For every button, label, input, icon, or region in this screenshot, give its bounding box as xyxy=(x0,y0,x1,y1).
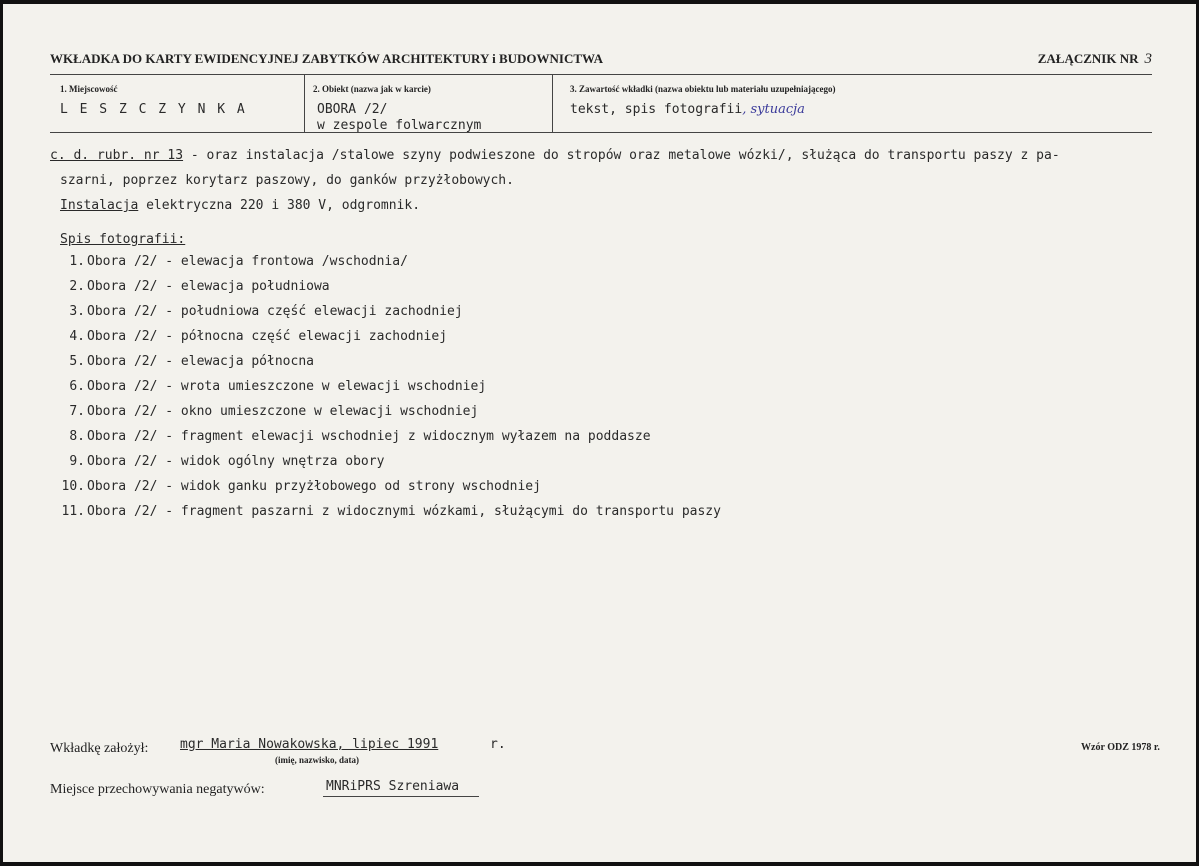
storage-underline xyxy=(323,796,479,797)
photo-number: 10. xyxy=(61,479,85,494)
photo-description: Obora /2/ - elewacja frontowa /wschodnia/ xyxy=(87,254,408,269)
founder-suffix: r. xyxy=(490,737,506,752)
photo-description: Obora /2/ - fragment elewacji wschodniej z widocznym wyłazem na poddasze xyxy=(87,429,651,444)
photo-number: 8. xyxy=(69,429,85,444)
column-divider-1 xyxy=(304,75,305,132)
photo-number: 2. xyxy=(69,279,85,294)
photo-list-item xyxy=(51,454,384,469)
storage-value: MNRiPRS Szreniawa xyxy=(326,779,460,794)
photo-number: 4. xyxy=(69,329,85,344)
header-rule xyxy=(50,74,1152,75)
field-1-label: 1. Miejscowość xyxy=(60,84,118,94)
inventory-insert-card xyxy=(3,4,1196,862)
document-title: WKŁADKA DO KARTY EWIDENCYJNEJ ZABYTKÓW ARCHITEKTURY i BUDOWNICTWA xyxy=(50,51,603,66)
photo-number: 6. xyxy=(69,379,85,394)
header xyxy=(50,51,1152,67)
founder-label: Wkładkę założył: xyxy=(50,741,149,756)
continuation-ref: c. d. rubr. nr 13 xyxy=(50,148,184,163)
field-3-label: 3. Zawartość wkładki (nazwa obiektu lub materiału uzupełniającego) xyxy=(570,84,836,94)
photo-description: Obora /2/ - widok ganku przyżłobowego od strony wschodniej xyxy=(87,479,541,494)
template-code: Wzór ODZ 1978 r. xyxy=(1081,742,1160,753)
photo-number: 3. xyxy=(69,304,85,319)
founder-value: mgr Maria Nowakowska, lipiec 1991 xyxy=(180,737,439,752)
photo-list-item xyxy=(51,504,721,519)
photo-list-item xyxy=(51,254,408,269)
attachment-number: ZAŁĄCZNIK NR 3 xyxy=(1037,51,1152,67)
photo-list-item xyxy=(51,379,486,394)
photo-number: 9. xyxy=(69,454,85,469)
fields-bottom-rule xyxy=(50,132,1152,133)
photo-list-item xyxy=(51,404,478,419)
photos-heading: Spis fotografii: xyxy=(60,232,186,247)
field-2-value-line1: OBORA /2/ xyxy=(317,102,388,117)
field-3-handwritten: , sytuacja xyxy=(742,102,805,117)
field-2-value-line2: w zespole folwarcznym xyxy=(317,118,482,133)
photo-description: Obora /2/ - fragment paszarni z widocznymi wózkami, służącymi do transportu paszy xyxy=(87,504,721,519)
photo-list-item xyxy=(51,329,447,344)
photo-description: Obora /2/ - widok ogólny wnętrza obory xyxy=(87,454,385,469)
column-divider-2 xyxy=(552,75,553,132)
photo-number: 7. xyxy=(69,404,85,419)
photo-description: Obora /2/ - wrota umieszczone w elewacji wschodniej xyxy=(87,379,487,394)
continuation-line-1: c. d. rubr. nr 13 - oraz instalacja /stalowe szyny podwieszone do stropów oraz metalowe wózki/, służąca do transportu paszy z pa- xyxy=(50,148,1060,163)
installation-line: Instalacja elektryczna 220 i 380 V, odgromnik. xyxy=(60,198,421,213)
attachment-number-value: 3 xyxy=(1144,51,1152,67)
field-3-typed: tekst, spis fotografii xyxy=(570,102,743,117)
photo-number: 5. xyxy=(69,354,85,369)
photo-list-item xyxy=(51,479,541,494)
storage-label: Miejsce przechowywania negatywów: xyxy=(50,782,265,797)
photo-list-item xyxy=(51,429,651,444)
photo-list-item xyxy=(51,279,330,294)
photo-number: 1. xyxy=(69,254,85,269)
photo-number: 11. xyxy=(61,504,85,519)
field-3-value xyxy=(570,102,805,117)
continuation-line-2: szarni, poprzez korytarz paszowy, do ganków przyżłobowych. xyxy=(60,173,514,188)
photo-description: Obora /2/ - okno umieszczone w elewacji wschodniej xyxy=(87,404,479,419)
field-2-label: 2. Obiekt (nazwa jak w karcie) xyxy=(313,84,431,94)
photo-list-item xyxy=(51,304,463,319)
photo-description: Obora /2/ - elewacja południowa xyxy=(87,279,330,294)
photo-description: Obora /2/ - północna część elewacji zachodniej xyxy=(87,329,448,344)
photo-description: Obora /2/ - południowa część elewacji zachodniej xyxy=(87,304,463,319)
photo-list-item xyxy=(51,354,314,369)
field-1-value: L E S Z C Z Y N K A xyxy=(60,102,247,117)
founder-hint: (imię, nazwisko, data) xyxy=(275,755,359,765)
photo-description: Obora /2/ - elewacja północna xyxy=(87,354,314,369)
